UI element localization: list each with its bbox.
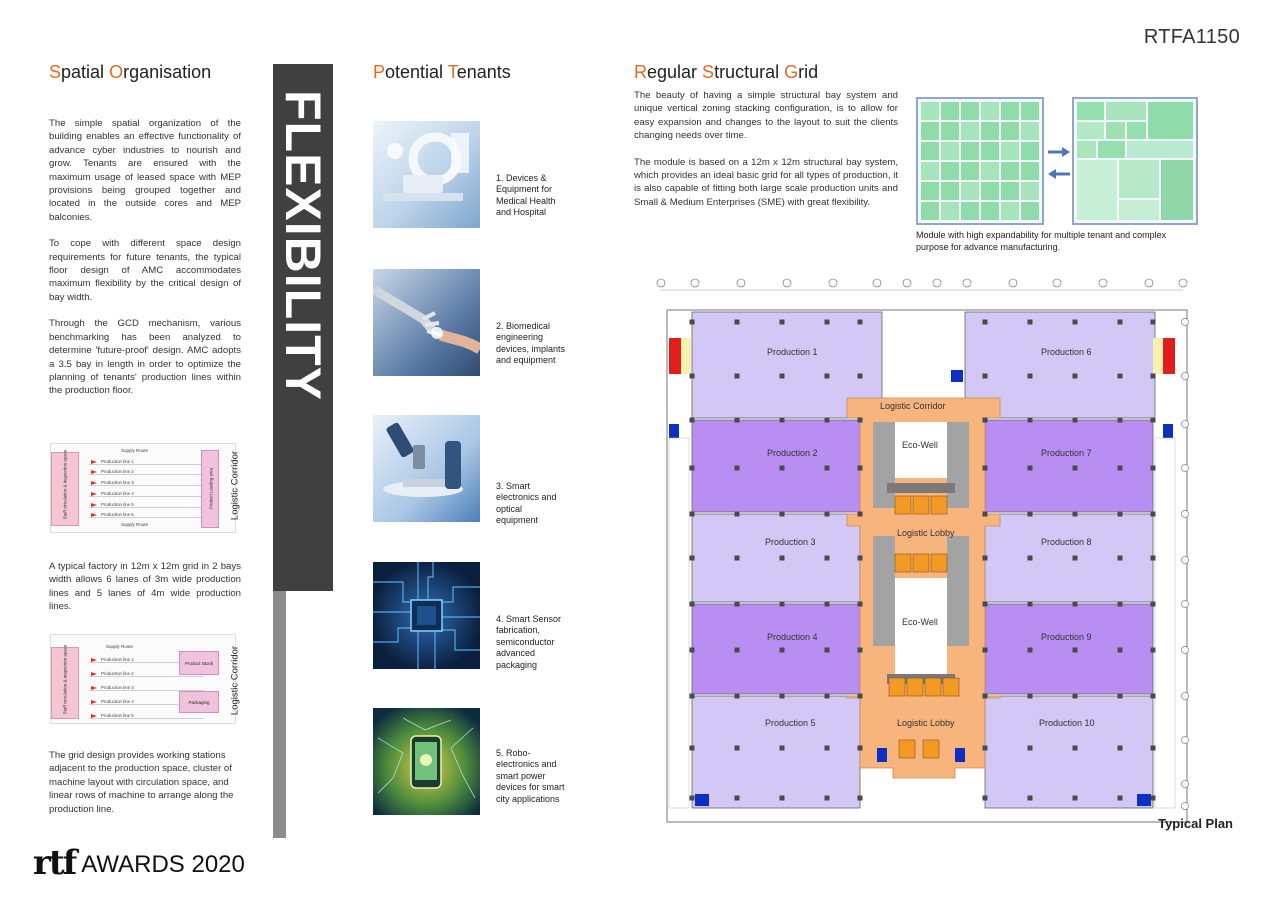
medical-equipment-photo [373, 121, 480, 228]
tenant-label-2: 2. Biomedical engineering devices, implants and equipment [496, 321, 566, 366]
box-label: Product Stock [179, 651, 219, 675]
box-label: Packaging [179, 691, 219, 713]
corridor-label: Logistic Corridor [229, 645, 241, 716]
title-text: patial [61, 62, 110, 82]
title-cap: R [634, 62, 647, 82]
microscope-photo [373, 415, 480, 522]
title-text: egular [647, 62, 703, 82]
module-caption: Module with high expandability for multiple tenant and complex purpose for advance manufacturing. [916, 230, 1167, 252]
side-label: Staff circulation & inspection space [62, 644, 68, 715]
side-label: Staff circulation & inspection space [62, 449, 68, 520]
tenant-label-4: 4. Smart Sensor fabrication, semiconductor advanced packaging [496, 614, 562, 670]
label-production-7: Production 7 [1041, 448, 1092, 458]
label-production-4: Production 4 [767, 632, 818, 642]
logo-text: AWARDS 2020 [81, 851, 245, 878]
vertical-word: FLEXIBILITY [275, 90, 331, 401]
flexibility-heading [273, 64, 333, 464]
paragraph: To cope with different space design requirements for future tenants, the typical floor design of AMC accommodates maximum flexibility by the critical design of bay width. [49, 238, 241, 303]
lane: Production line 1 [89, 458, 204, 465]
smartphone-network-photo [373, 708, 480, 815]
title-text: otential [385, 62, 448, 82]
title-text: tructural [714, 62, 785, 82]
title-cap: P [373, 62, 386, 82]
robotic-hand-photo [373, 269, 480, 376]
supply-label: Supply Route [121, 522, 149, 527]
tenant-label-3: 3. Smart electronics and optical equipment [496, 481, 557, 526]
title-text: rid [798, 62, 819, 82]
label-production-10: Production 10 [1039, 718, 1095, 728]
rtf-awards-logo [33, 843, 245, 883]
vertical-band-lower [273, 591, 286, 838]
supply-label: Supply Route [121, 448, 149, 453]
label-production-3: Production 3 [765, 537, 816, 547]
title-cap: S [702, 62, 715, 82]
spatial-title [49, 62, 211, 83]
module-grid-combined [1072, 97, 1198, 225]
arrow-left-icon [1048, 166, 1070, 184]
paragraph: The beauty of having a simple structural bay system and unique vertical zoning stacking configuration, is to allow for easy expansion and changes to the layout to suit the clients changing needs over time. [634, 90, 898, 142]
label-logistic-corridor: Logistic Corridor [880, 401, 946, 411]
label-production-6: Production 6 [1041, 347, 1092, 357]
paragraph: Through the GCD mechanism, various benchmarking has been analyzed to determine 'future-proof' design. AMC adopts a 3.5 bay in length in order to optimize the planning of tenants' production lines within the production floor. [49, 318, 241, 397]
label-production-9: Production 9 [1041, 632, 1092, 642]
tenant-label-5: 5. Robo-electronics and smart power devices for smart city applications [496, 748, 565, 804]
tenant-label-1: 1. Devices & Equipment for Medical Health and Hospital [496, 173, 556, 218]
grid-text [634, 89, 898, 222]
production-lines-diagram-1 [50, 443, 241, 533]
lane: Production line 3 [89, 479, 204, 486]
production-lines-diagram-2 [50, 634, 241, 724]
lane: Production line 6 [89, 511, 204, 518]
paragraph: The grid design provides working stations adjacent to the production space, cluster of machine layout with circulation space, and linear rows of machine to arrange along the production line. [49, 750, 234, 815]
supply-label: Supply Route [106, 644, 134, 649]
box-label: Product Loading area [208, 467, 214, 510]
label-eco-well: Eco-Well [902, 440, 938, 450]
label-logistic-lobby: Logistic Lobby [897, 528, 955, 538]
grid-title [634, 62, 818, 83]
label-production-8: Production 8 [1041, 537, 1092, 547]
paragraph: A typical factory in 12m x 12m grid in 2 bays width allows 6 lanes of 3m wide production lines and 5 lanes of 4m wide production lines. [49, 561, 241, 613]
label-logistic-lobby: Logistic Lobby [897, 718, 955, 728]
typical-plan [655, 278, 1190, 830]
lane: Production line 2 [89, 468, 204, 475]
plan-caption: Typical Plan [1158, 816, 1233, 831]
lane: Production line 2 [89, 670, 204, 677]
title-cap: O [109, 62, 124, 82]
logo-mark: rtf [33, 843, 76, 883]
lane: Production line 1 [89, 656, 204, 663]
circuit-chip-photo [373, 562, 480, 669]
tenants-title [373, 62, 511, 83]
spatial-text-2 [49, 560, 241, 627]
lane: Production line 4 [89, 490, 204, 497]
lane: Production line 5 [89, 501, 204, 508]
lane: Production line 3 [89, 684, 204, 691]
spatial-text-3 [49, 749, 241, 829]
label-production-2: Production 2 [767, 448, 818, 458]
corridor-label: Logistic Corridor [229, 450, 241, 521]
spatial-text [49, 117, 241, 411]
arrow-right-icon [1048, 144, 1070, 162]
lane: Production line 5 [89, 712, 204, 719]
label-production-1: Production 1 [767, 347, 818, 357]
label-eco-well: Eco-Well [902, 617, 938, 627]
title-cap: G [784, 62, 799, 82]
label-production-5: Production 5 [765, 718, 816, 728]
module-grid-uniform [916, 97, 1044, 225]
title-text: enants [456, 62, 511, 82]
lane: Production line 4 [89, 698, 204, 705]
title-cap: T [447, 62, 457, 82]
paragraph: The module is based on a 12m x 12m structural bay system, which provides an ideal basic grid for all types of production, it is also capable of fitting both large scale production units and Small & Medium Enterprises (SME) with great flexibility. [634, 156, 898, 208]
project-code: RTFA1150 [1143, 26, 1240, 48]
title-text: rganisation [123, 62, 212, 82]
title-cap: S [49, 62, 62, 82]
paragraph: The simple spatial organization of the building enables an effective functionality of advance cyber industries to nourish and grow. Tenants are ensured with the maximum usage of leased space with MEP provisions being grouped together and located in the outside cores and MEP balconies. [49, 118, 241, 223]
